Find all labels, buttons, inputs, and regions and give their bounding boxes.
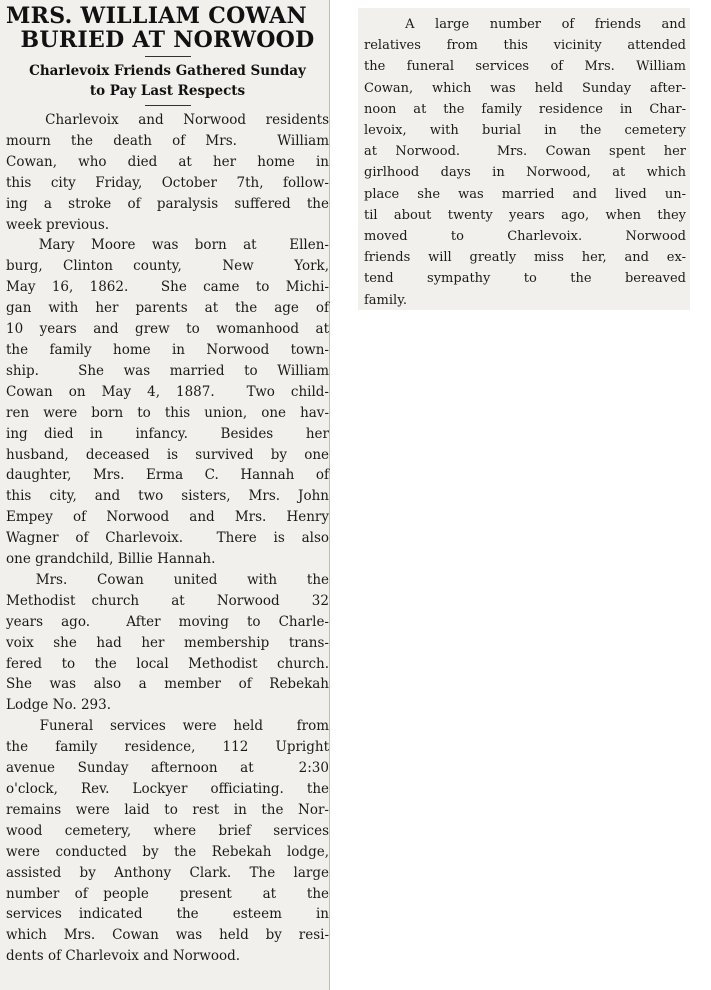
text-line: this city Friday, October 7th, follow- xyxy=(6,174,329,191)
paragraph xyxy=(364,14,686,311)
text-line: fered to the local Methodist church. xyxy=(6,655,329,672)
text-line: daughter, Mrs. Erma C. Hannah of xyxy=(6,467,329,484)
text-line: week previous. xyxy=(6,216,110,233)
text-line: voix she had her membership trans- xyxy=(6,634,329,651)
text-line: burg, Clinton county, New York, xyxy=(6,258,329,275)
text-line: family. xyxy=(364,292,407,308)
text-line: dents of Charlevoix and Norwood. xyxy=(6,948,241,965)
text-line: this city, and two sisters, Mrs. John xyxy=(6,488,329,505)
text-line: husband, deceased is survived by one xyxy=(6,446,329,463)
text-line: Charlevoix and Norwood residents xyxy=(6,112,329,128)
headline-rule xyxy=(145,56,191,57)
article-body xyxy=(6,110,329,967)
text-line: Methodist church at Norwood 32 xyxy=(6,592,329,609)
paragraph xyxy=(6,716,329,967)
text-line: gan with her parents at the age of xyxy=(6,300,329,317)
text-line: moved to Charlevoix. Norwood xyxy=(364,229,686,245)
text-line: ren were born to this union, one hav- xyxy=(6,404,329,421)
text-line: 10 years and grew to womanhood at xyxy=(6,321,329,338)
headline-line: BURIED AT NORWOOD xyxy=(20,27,315,53)
text-line: place she was married and lived un- xyxy=(364,186,686,202)
text-line: tend sympathy to the bereaved xyxy=(364,271,686,287)
text-line: mourn the death of Mrs. William xyxy=(6,132,329,149)
text-line: Lodge No. 293. xyxy=(6,697,112,714)
text-line: Cowan on May 4, 1887. Two child- xyxy=(6,383,329,400)
text-line: ing a stroke of paralysis suffered the xyxy=(6,195,329,212)
headline-line: MRS. WILLIAM COWAN xyxy=(6,3,307,29)
text-line: Mary Moore was born at Ellen- xyxy=(6,237,329,254)
paragraph xyxy=(6,110,329,235)
article-body xyxy=(364,14,686,311)
text-line: avenue Sunday afternoon at 2:30 xyxy=(6,760,329,777)
text-line: ing died in infancy. Besides her xyxy=(6,425,329,442)
text-line: Cowan, which was held Sunday after- xyxy=(364,80,686,96)
paragraph xyxy=(6,570,329,716)
text-line: years ago. After moving to Charle- xyxy=(6,613,329,630)
text-line: number of people present at the xyxy=(6,885,329,902)
text-line: which Mrs. Cowan was held by resi- xyxy=(6,927,329,944)
text-line: one grandchild, Billie Hannah. xyxy=(6,551,216,568)
text-line: Empey of Norwood and Mrs. Henry xyxy=(6,509,329,526)
text-line: Wagner of Charlevoix. There is also xyxy=(6,530,329,547)
obituary-clipping-left xyxy=(0,0,330,990)
headline xyxy=(6,4,329,52)
text-line: at Norwood. Mrs. Cowan spent her xyxy=(364,144,686,160)
text-line: levoix, with burial in the cemetery xyxy=(364,123,686,139)
obituary-clipping-right xyxy=(358,8,690,310)
subheadline xyxy=(6,61,329,101)
text-line: Funeral services were held from xyxy=(6,718,329,735)
text-line: She was also a member of Rebekah xyxy=(6,676,329,693)
text-line: the funeral services of Mrs. William xyxy=(364,59,686,75)
text-line: remains were laid to rest in the Nor- xyxy=(6,801,329,818)
text-line: Mrs. Cowan united with the xyxy=(6,571,329,588)
text-line: were conducted by the Rebekah lodge, xyxy=(6,843,329,860)
text-line: wood cemetery, where brief services xyxy=(6,822,329,839)
text-line: Cowan, who died at her home in xyxy=(6,153,329,170)
text-line: the family residence, 112 Upright xyxy=(6,739,329,756)
subheadline-line: Charlevoix Friends Gathered Sunday xyxy=(29,63,306,79)
subhead-rule xyxy=(145,105,191,106)
paragraph xyxy=(6,235,329,570)
text-line: A large number of friends and xyxy=(364,17,686,32)
text-line: the family home in Norwood town- xyxy=(6,341,329,358)
text-line: girlhood days in Norwood, at which xyxy=(364,165,686,181)
text-line: noon at the family residence in Char- xyxy=(364,101,686,117)
text-line: May 16, 1862. She came to Michi- xyxy=(6,279,329,296)
subheadline-line: to Pay Last Respects xyxy=(89,83,246,99)
text-line: friends will greatly miss her, and ex- xyxy=(364,250,686,266)
text-line: o'clock, Rev. Lockyer officiating. the xyxy=(6,781,329,797)
text-line: til about twenty years ago, when they xyxy=(364,207,686,223)
text-line: ship. She was married to William xyxy=(6,362,329,379)
text-line: relatives from this vicinity attended xyxy=(364,38,686,54)
text-line: assisted by Anthony Clark. The large xyxy=(6,864,329,881)
text-line: services indicated the esteem in xyxy=(6,906,329,923)
